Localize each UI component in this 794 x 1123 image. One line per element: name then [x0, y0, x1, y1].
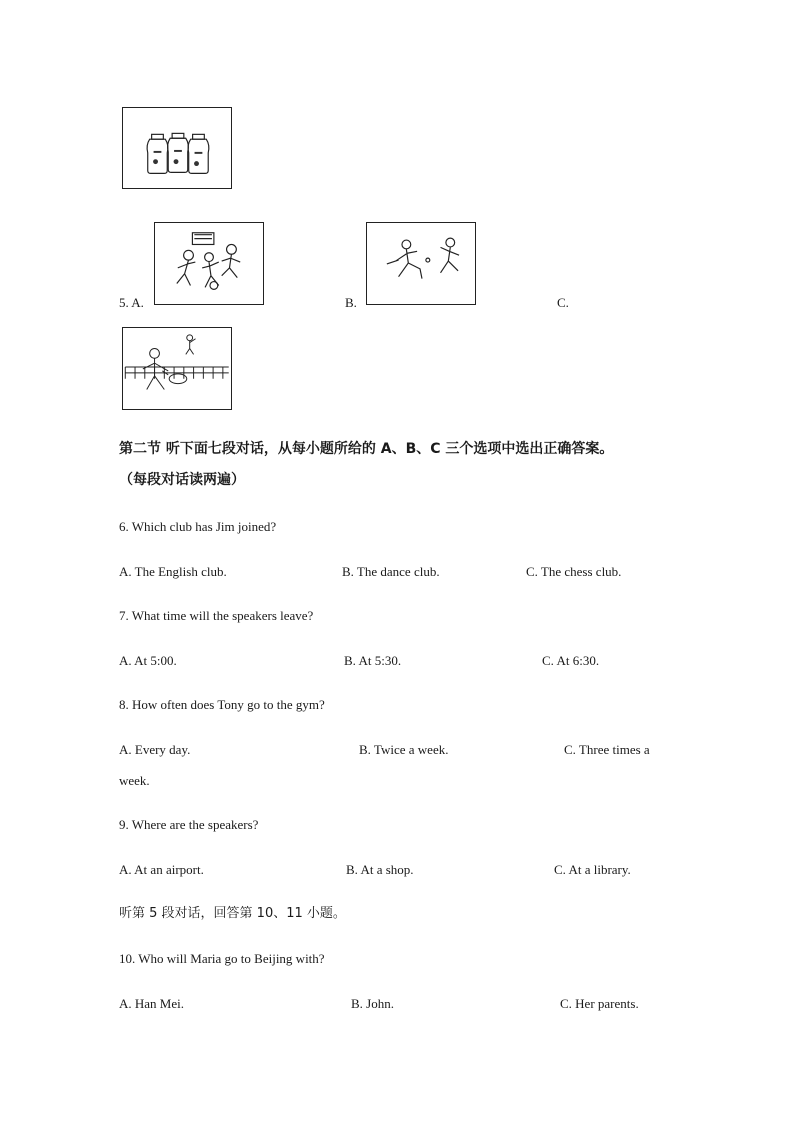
question-7: 7. What time will the speakers leave?	[119, 608, 314, 623]
q5-option-c-label: C.	[557, 295, 569, 310]
football-players-icon	[155, 223, 263, 304]
question-10: 10. Who will Maria go to Beijing with?	[119, 951, 325, 966]
section-note: （每段对话读两遍）	[119, 472, 245, 488]
q5-option-a-label: 5. A.	[119, 295, 144, 310]
bottles-icon	[123, 108, 231, 188]
q10-option-a: A. Han Mei.	[119, 996, 184, 1011]
q8-option-b: B. Twice a week.	[359, 742, 449, 757]
q7-option-b: B. At 5:30.	[344, 653, 402, 668]
football-picture	[154, 222, 264, 305]
bottles-picture	[122, 107, 232, 189]
q6-option-b: B. The dance club.	[342, 564, 440, 579]
q7-option-a: A. At 5:00.	[119, 653, 177, 668]
dialog-5-instruction: 听第 5 段对话，回答第 10、11 小题。	[119, 906, 346, 921]
q7-option-c: C. At 6:30.	[542, 653, 600, 668]
q9-option-a: A. At an airport.	[119, 862, 204, 877]
tennis-players-icon	[123, 328, 231, 409]
baseball-picture	[366, 222, 476, 305]
q10-option-c: C. Her parents.	[560, 996, 639, 1011]
q9-option-c: C. At a library.	[554, 862, 631, 877]
question-9: 9. Where are the speakers?	[119, 817, 259, 832]
q8-option-a: A. Every day.	[119, 742, 191, 757]
section-title: 第二节 听下面七段对话，从每小题所给的 A、B、C 三个选项中选出正确答案。	[119, 441, 614, 457]
tennis-picture	[122, 327, 232, 410]
q5-option-b-label: B.	[345, 295, 357, 310]
question-8: 8. How often does Tony go to the gym?	[119, 697, 325, 712]
q9-option-b: B. At a shop.	[346, 862, 414, 877]
q6-option-c: C. The chess club.	[526, 564, 622, 579]
q8-option-c: C. Three times a	[564, 742, 650, 757]
q8-option-c-continued: week.	[119, 773, 150, 788]
question-6: 6. Which club has Jim joined?	[119, 519, 277, 534]
baseball-players-icon	[367, 223, 475, 304]
q6-option-a: A. The English club.	[119, 564, 227, 579]
q10-option-b: B. John.	[351, 996, 394, 1011]
